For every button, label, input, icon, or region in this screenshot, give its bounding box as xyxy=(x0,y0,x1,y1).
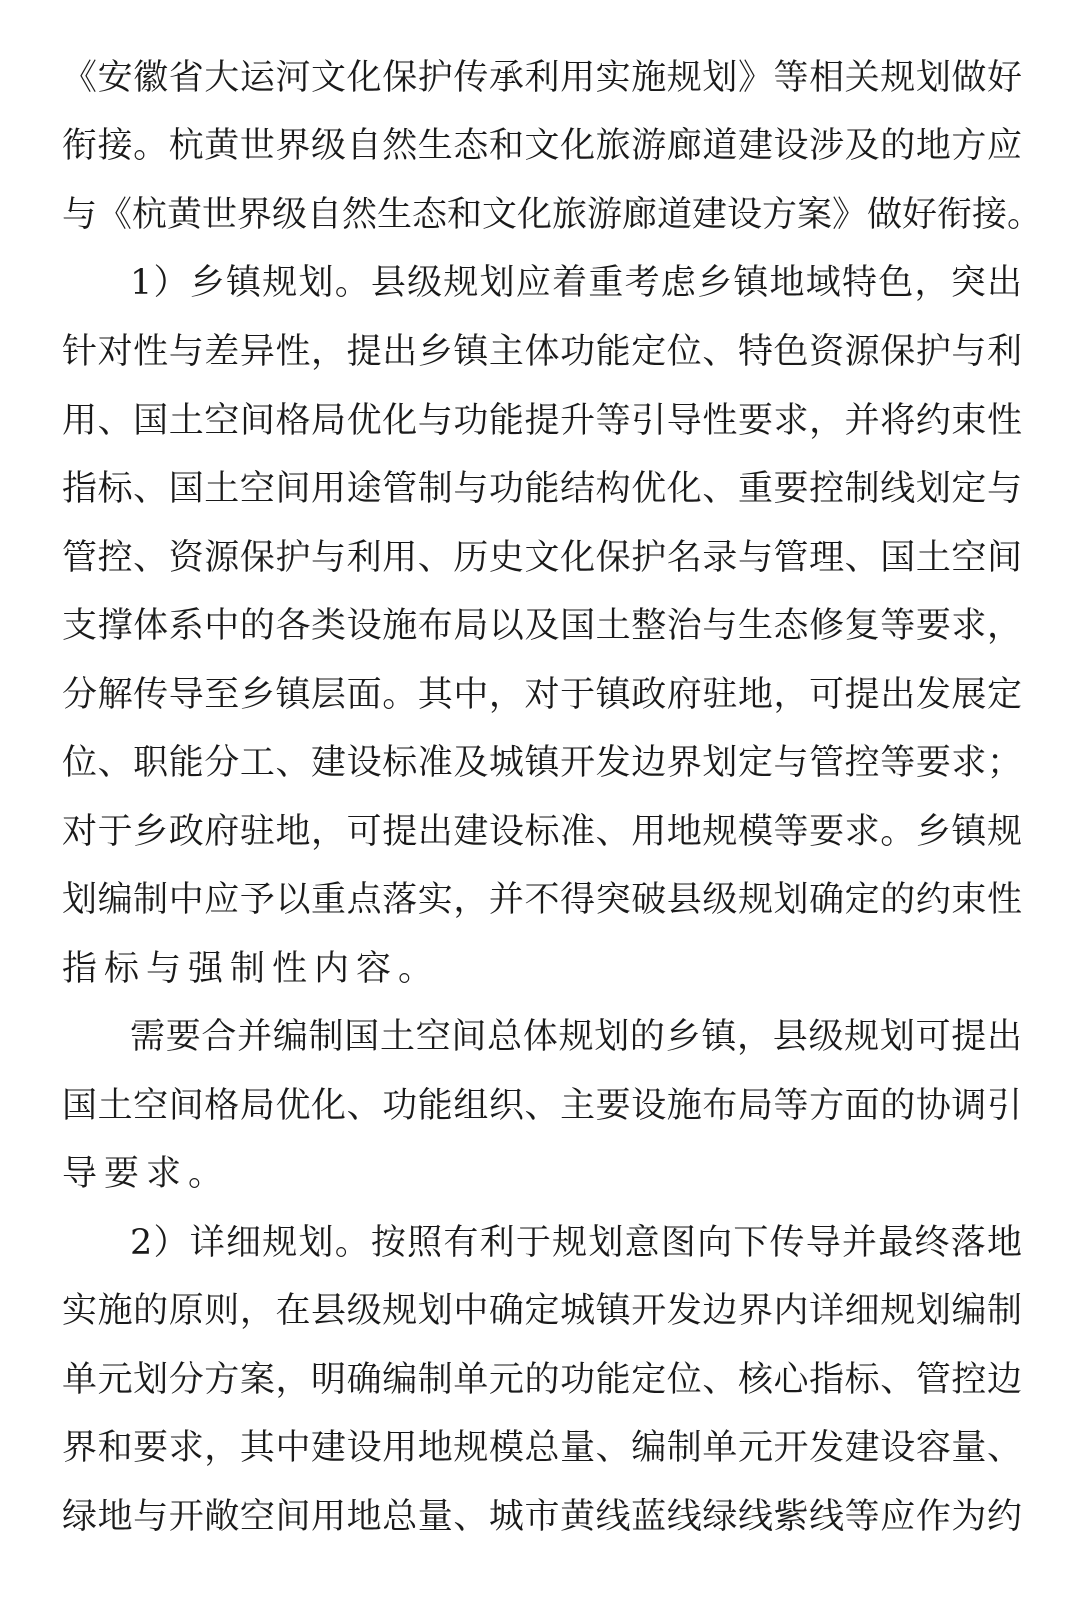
text-line: 与《杭黄世界级自然生态和文化旅游廊道建设方案》做好衔接。 xyxy=(62,195,1043,235)
text-line: 1）乡镇规划。县级规划应着重考虑乡镇地域特色，突出 xyxy=(130,263,1022,303)
text-line: 划编制中应予以重点落实，并不得突破县级规划确定的约束性 xyxy=(62,880,1022,920)
text-line: 单元划分方案，明确编制单元的功能定位、核心指标、管控边 xyxy=(62,1360,1022,1400)
text-line: 用、国土空间格局优化与功能提升等引导性要求，并将约束性 xyxy=(62,401,1022,441)
text-line: 指标、国土空间用途管制与功能结构优化、重要控制线划定与 xyxy=(62,469,1022,509)
text-line: 支撑体系中的各类设施布局以及国土整治与生态修复等要求， xyxy=(62,606,1022,646)
text-line: 界和要求，其中建设用地规模总量、编制单元开发建设容量、 xyxy=(62,1428,1022,1468)
text-line: 实施的原则，在县级规划中确定城镇开发边界内详细规划编制 xyxy=(62,1291,1022,1331)
text-line: 对于乡政府驻地，可提出建设标准、用地规模等要求。乡镇规 xyxy=(62,812,1022,852)
text-line: 衔接。杭黄世界级自然生态和文化旅游廊道建设涉及的地方应 xyxy=(62,126,1022,166)
text-line: 2）详细规划。按照有利于规划意图向下传导并最终落地 xyxy=(130,1223,1022,1263)
text-line: 需要合并编制国土空间总体规划的乡镇，县级规划可提出 xyxy=(130,1017,1022,1057)
text-line: 绿地与开敞空间用地总量、城市黄线蓝线绿线紫线等应作为约 xyxy=(62,1497,1022,1537)
text-line: 位、职能分工、建设标准及城镇开发边界划定与管控等要求； xyxy=(62,743,1022,783)
text-line: 管控、资源保护与利用、历史文化保护名录与管理、国土空间 xyxy=(62,538,1022,578)
text-line: 国土空间格局优化、功能组织、主要设施布局等方面的协调引 xyxy=(62,1086,1022,1126)
text-line: 指标与强制性内容。 xyxy=(62,949,441,989)
text-line: 分解传导至乡镇层面。其中，对于镇政府驻地，可提出发展定 xyxy=(62,675,1022,715)
text-line: 导要求。 xyxy=(62,1154,231,1194)
text-line: 针对性与差异性，提出乡镇主体功能定位、特色资源保护与利 xyxy=(62,332,1022,372)
text-line: 《安徽省大运河文化保护传承利用实施规划》等相关规划做好 xyxy=(62,58,1022,98)
